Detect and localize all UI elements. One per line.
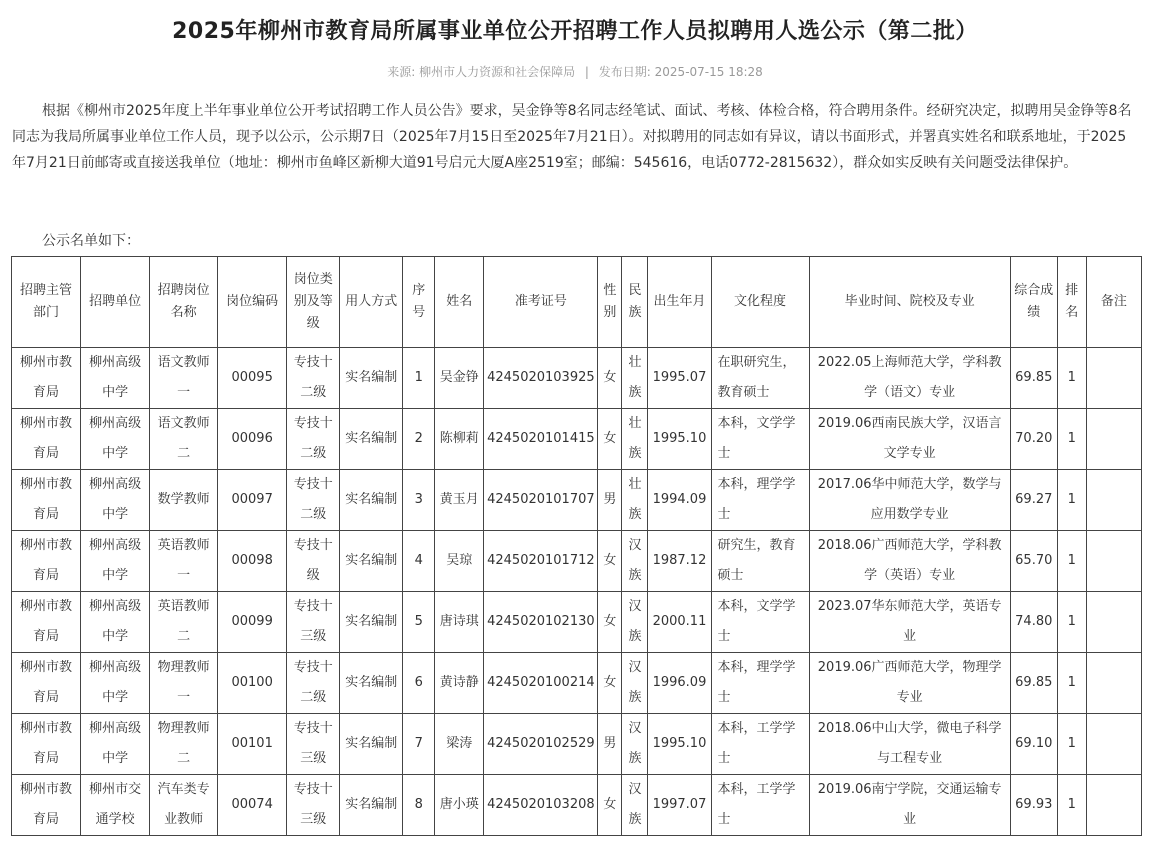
grade-cell: 专技十三级 [287, 592, 340, 653]
rank-cell: 1 [1057, 531, 1086, 592]
dept-cell: 柳州市教育局 [12, 531, 81, 592]
hiring-mode-cell: 实名编制 [340, 653, 403, 714]
gender-cell: 女 [598, 348, 622, 409]
position-code-cell: 00095 [218, 348, 287, 409]
score-cell: 70.20 [1010, 409, 1057, 470]
position-code-cell: 00101 [218, 714, 287, 775]
name-cell: 吴琼 [435, 531, 484, 592]
unit-cell: 柳州高级中学 [81, 592, 150, 653]
ethnicity-cell: 汉族 [622, 714, 648, 775]
intro-paragraph: 根据《柳州市2025年度上半年事业单位公开考试招聘工作人员公告》要求，吴金铮等8名同志经笔试、面试、考核、体检合格，符合聘用条件。经研究决定，拟聘用吴金铮等8名同志为我局所属事业单位工作人员，现予以公示，公示期7日（2025年7月15日至2025年7月21日）。对拟聘用的同志如有异议，请以书面形式，并署真实姓名和联系地址，于2025年7月21日前邮寄或直接送我单位（地址：柳州市鱼峰区新柳大道91号启元大厦A座2519室；邮编：545616，电话0772-2815632），群众如实反映有关问题受法律保护。 [12, 103, 1132, 171]
seq-cell: 1 [403, 348, 435, 409]
name-cell: 黄诗静 [435, 653, 484, 714]
education-cell: 在职研究生，教育硕士 [711, 348, 809, 409]
header-cell: 综合成绩 [1010, 257, 1057, 348]
score-cell: 74.80 [1010, 592, 1057, 653]
list-label: 公示名单如下： [42, 233, 140, 249]
article-meta [0, 63, 1150, 80]
date-value: 2025-07-15 18:28 [654, 65, 763, 79]
position-code-cell: 00096 [218, 409, 287, 470]
remark-cell [1086, 409, 1141, 470]
gender-cell: 男 [598, 470, 622, 531]
ethnicity-cell: 汉族 [622, 775, 648, 836]
hiring-mode-cell: 实名编制 [340, 531, 403, 592]
graduation-cell: 2019.06南宁学院，交通运输专业 [809, 775, 1010, 836]
score-cell: 69.27 [1010, 470, 1057, 531]
gender-cell: 男 [598, 714, 622, 775]
unit-cell: 柳州高级中学 [81, 531, 150, 592]
seq-cell: 6 [403, 653, 435, 714]
grade-cell: 专技十级 [287, 531, 340, 592]
hiring-mode-cell: 实名编制 [340, 348, 403, 409]
rank-cell: 1 [1057, 470, 1086, 531]
exam-id-cell: 4245020101415 [484, 409, 598, 470]
graduation-cell: 2019.06西南民族大学，汉语言文学专业 [809, 409, 1010, 470]
score-cell: 65.70 [1010, 531, 1057, 592]
exam-id-cell: 4245020103208 [484, 775, 598, 836]
position-cell: 数学教师 [150, 470, 218, 531]
remark-cell [1086, 531, 1141, 592]
header-cell: 准考证号 [484, 257, 598, 348]
gender-cell: 女 [598, 775, 622, 836]
seq-cell: 5 [403, 592, 435, 653]
education-cell: 本科，理学学士 [711, 470, 809, 531]
table-row [12, 653, 1142, 714]
position-cell: 物理教师二 [150, 714, 218, 775]
name-cell: 吴金铮 [435, 348, 484, 409]
header-cell: 序号 [403, 257, 435, 348]
date-label: 发布日期: [598, 65, 651, 79]
name-cell: 唐诗琪 [435, 592, 484, 653]
exam-id-cell: 4245020102529 [484, 714, 598, 775]
grade-cell: 专技十三级 [287, 714, 340, 775]
rank-cell: 1 [1057, 775, 1086, 836]
dept-cell: 柳州市教育局 [12, 775, 81, 836]
header-cell: 岗位编码 [218, 257, 287, 348]
header-cell: 招聘主管部门 [12, 257, 81, 348]
position-cell: 英语教师一 [150, 531, 218, 592]
remark-cell [1086, 653, 1141, 714]
source-label: 来源: [387, 65, 416, 79]
graduation-cell: 2017.06华中师范大学，数学与应用数学专业 [809, 470, 1010, 531]
ethnicity-cell: 汉族 [622, 592, 648, 653]
rank-cell: 1 [1057, 409, 1086, 470]
hiring-mode-cell: 实名编制 [340, 592, 403, 653]
ethnicity-cell: 汉族 [622, 653, 648, 714]
exam-id-cell: 4245020103925 [484, 348, 598, 409]
graduation-cell: 2018.06中山大学，微电子科学与工程专业 [809, 714, 1010, 775]
unit-cell: 柳州高级中学 [81, 348, 150, 409]
birth-cell: 1995.10 [648, 409, 711, 470]
unit-cell: 柳州高级中学 [81, 470, 150, 531]
page-title: 2025年柳州市教育局所属事业单位公开招聘工作人员拟聘用人选公示（第二批） [172, 19, 978, 44]
header-cell: 毕业时间、院校及专业 [809, 257, 1010, 348]
ethnicity-cell: 壮族 [622, 470, 648, 531]
header-cell: 招聘岗位名称 [150, 257, 218, 348]
gender-cell: 女 [598, 653, 622, 714]
exam-id-cell: 4245020100214 [484, 653, 598, 714]
score-cell: 69.93 [1010, 775, 1057, 836]
seq-cell: 7 [403, 714, 435, 775]
grade-cell: 专技十二级 [287, 348, 340, 409]
table-row [12, 714, 1142, 775]
position-cell: 物理教师一 [150, 653, 218, 714]
position-cell: 英语教师二 [150, 592, 218, 653]
dept-cell: 柳州市教育局 [12, 348, 81, 409]
birth-cell: 1995.07 [648, 348, 711, 409]
remark-cell [1086, 470, 1141, 531]
education-cell: 研究生，教育硕士 [711, 531, 809, 592]
grade-cell: 专技十二级 [287, 470, 340, 531]
remark-cell [1086, 348, 1141, 409]
score-cell: 69.85 [1010, 348, 1057, 409]
hiring-mode-cell: 实名编制 [340, 714, 403, 775]
dept-cell: 柳州市教育局 [12, 592, 81, 653]
position-code-cell: 00098 [218, 531, 287, 592]
hiring-mode-cell: 实名编制 [340, 775, 403, 836]
rank-cell: 1 [1057, 714, 1086, 775]
unit-cell: 柳州市交通学校 [81, 775, 150, 836]
table-row [12, 531, 1142, 592]
gender-cell: 女 [598, 531, 622, 592]
rank-cell: 1 [1057, 348, 1086, 409]
header-cell: 姓名 [435, 257, 484, 348]
graduation-cell: 2023.07华东师范大学，英语专业 [809, 592, 1010, 653]
name-cell: 梁涛 [435, 714, 484, 775]
header-cell: 民族 [622, 257, 648, 348]
grade-cell: 专技十二级 [287, 409, 340, 470]
header-cell: 用人方式 [340, 257, 403, 348]
candidate-table [11, 256, 1142, 836]
dept-cell: 柳州市教育局 [12, 409, 81, 470]
source-value: 柳州市人力资源和社会保障局 [419, 65, 576, 79]
meta-separator: | [584, 65, 589, 79]
seq-cell: 3 [403, 470, 435, 531]
ethnicity-cell: 壮族 [622, 409, 648, 470]
header-cell: 性别 [598, 257, 622, 348]
dept-cell: 柳州市教育局 [12, 470, 81, 531]
position-code-cell: 00097 [218, 470, 287, 531]
birth-cell: 1987.12 [648, 531, 711, 592]
name-cell: 陈柳莉 [435, 409, 484, 470]
table-row [12, 348, 1142, 409]
birth-cell: 1995.10 [648, 714, 711, 775]
grade-cell: 专技十三级 [287, 775, 340, 836]
education-cell: 本科，文学学士 [711, 592, 809, 653]
dept-cell: 柳州市教育局 [12, 653, 81, 714]
table-row [12, 775, 1142, 836]
table-row [12, 409, 1142, 470]
graduation-cell: 2019.06广西师范大学，物理学专业 [809, 653, 1010, 714]
unit-cell: 柳州高级中学 [81, 409, 150, 470]
table-row [12, 470, 1142, 531]
table-row [12, 592, 1142, 653]
position-cell: 汽车类专业教师 [150, 775, 218, 836]
score-cell: 69.10 [1010, 714, 1057, 775]
table-body [12, 348, 1142, 836]
graduation-cell: 2022.05上海师范大学，学科教学（语文）专业 [809, 348, 1010, 409]
birth-cell: 2000.11 [648, 592, 711, 653]
exam-id-cell: 4245020102130 [484, 592, 598, 653]
rank-cell: 1 [1057, 653, 1086, 714]
gender-cell: 女 [598, 409, 622, 470]
hiring-mode-cell: 实名编制 [340, 409, 403, 470]
remark-cell [1086, 714, 1141, 775]
position-code-cell: 00074 [218, 775, 287, 836]
remark-cell [1086, 775, 1141, 836]
education-cell: 本科，理学学士 [711, 653, 809, 714]
header-cell: 排名 [1057, 257, 1086, 348]
education-cell: 本科，文学学士 [711, 409, 809, 470]
header-cell: 文化程度 [711, 257, 809, 348]
education-cell: 本科，工学学士 [711, 775, 809, 836]
header-cell: 招聘单位 [81, 257, 150, 348]
position-cell: 语文教师二 [150, 409, 218, 470]
rank-cell: 1 [1057, 592, 1086, 653]
birth-cell: 1994.09 [648, 470, 711, 531]
grade-cell: 专技十二级 [287, 653, 340, 714]
name-cell: 唐小瑛 [435, 775, 484, 836]
name-cell: 黄玉月 [435, 470, 484, 531]
seq-cell: 8 [403, 775, 435, 836]
ethnicity-cell: 汉族 [622, 531, 648, 592]
dept-cell: 柳州市教育局 [12, 714, 81, 775]
graduation-cell: 2018.06广西师范大学，学科教学（英语）专业 [809, 531, 1010, 592]
position-code-cell: 00099 [218, 592, 287, 653]
header-cell: 备注 [1086, 257, 1141, 348]
exam-id-cell: 4245020101707 [484, 470, 598, 531]
header-cell: 出生年月 [648, 257, 711, 348]
score-cell: 69.85 [1010, 653, 1057, 714]
table-header-row [12, 257, 1142, 348]
hiring-mode-cell: 实名编制 [340, 470, 403, 531]
seq-cell: 4 [403, 531, 435, 592]
exam-id-cell: 4245020101712 [484, 531, 598, 592]
position-cell: 语文教师一 [150, 348, 218, 409]
unit-cell: 柳州高级中学 [81, 653, 150, 714]
header-cell: 岗位类别及等级 [287, 257, 340, 348]
seq-cell: 2 [403, 409, 435, 470]
unit-cell: 柳州高级中学 [81, 714, 150, 775]
remark-cell [1086, 592, 1141, 653]
education-cell: 本科，工学学士 [711, 714, 809, 775]
birth-cell: 1996.09 [648, 653, 711, 714]
birth-cell: 1997.07 [648, 775, 711, 836]
ethnicity-cell: 壮族 [622, 348, 648, 409]
position-code-cell: 00100 [218, 653, 287, 714]
gender-cell: 女 [598, 592, 622, 653]
